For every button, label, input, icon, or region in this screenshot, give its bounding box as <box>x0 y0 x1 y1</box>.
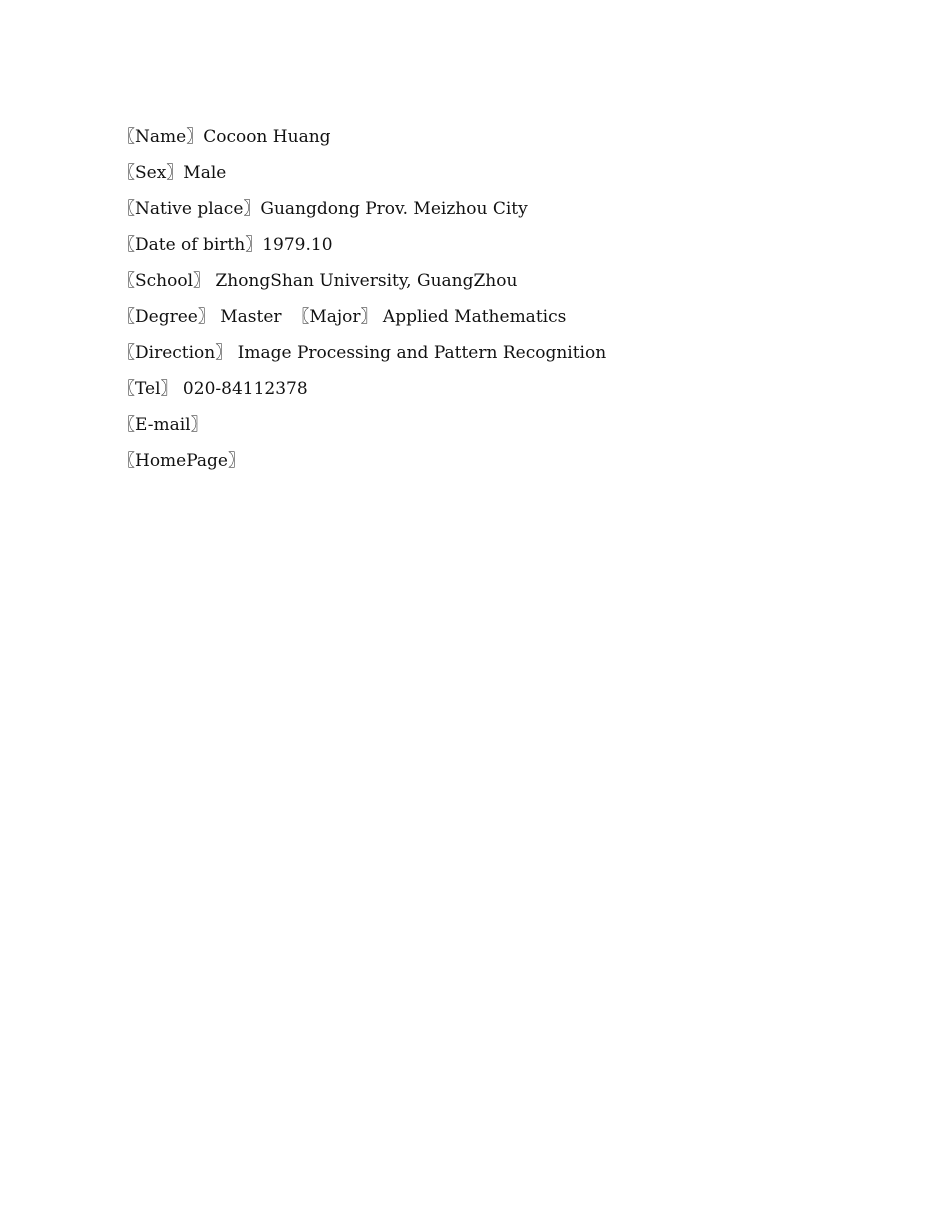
school-line <box>118 268 838 304</box>
tel-value: 020-84112378 <box>177 379 308 399</box>
native-place-label: 〖Native place〗 <box>118 199 261 219</box>
degree-value: Master <box>214 307 293 327</box>
homepage-label: 〖HomePage〗 <box>118 451 245 471</box>
resume-fields <box>118 124 838 484</box>
homepage-line <box>118 448 838 484</box>
sex-label: 〖Sex〗 <box>118 163 184 183</box>
name-value: Cocoon Huang <box>203 127 331 147</box>
direction-value: Image Processing and Pattern Recognition <box>232 343 607 363</box>
native-place-value: Guangdong Prov. Meizhou City <box>260 199 528 219</box>
school-value: ZhongShan University, GuangZhou <box>210 271 518 291</box>
direction-line <box>118 340 838 376</box>
degree-line <box>118 304 838 340</box>
major-label: 〖Major〗 <box>292 307 378 327</box>
name-label: 〖Name〗 <box>118 127 204 147</box>
sex-line <box>118 160 838 196</box>
tel-line <box>118 376 838 412</box>
school-label: 〖School〗 <box>118 271 211 291</box>
date-of-birth-line <box>118 232 838 268</box>
email-line <box>118 412 838 448</box>
degree-label: 〖Degree〗 <box>118 307 215 327</box>
native-place-line <box>118 196 838 232</box>
major-value: Applied Mathematics <box>377 307 567 327</box>
email-label: 〖E-mail〗 <box>118 415 208 435</box>
tel-label: 〖Tel〗 <box>118 379 178 399</box>
direction-label: 〖Direction〗 <box>118 343 233 363</box>
sex-value: Male <box>183 163 227 183</box>
name-line <box>118 124 838 160</box>
date-of-birth-label: 〖Date of birth〗 <box>118 235 263 255</box>
date-of-birth-value: 1979.10 <box>262 235 333 255</box>
